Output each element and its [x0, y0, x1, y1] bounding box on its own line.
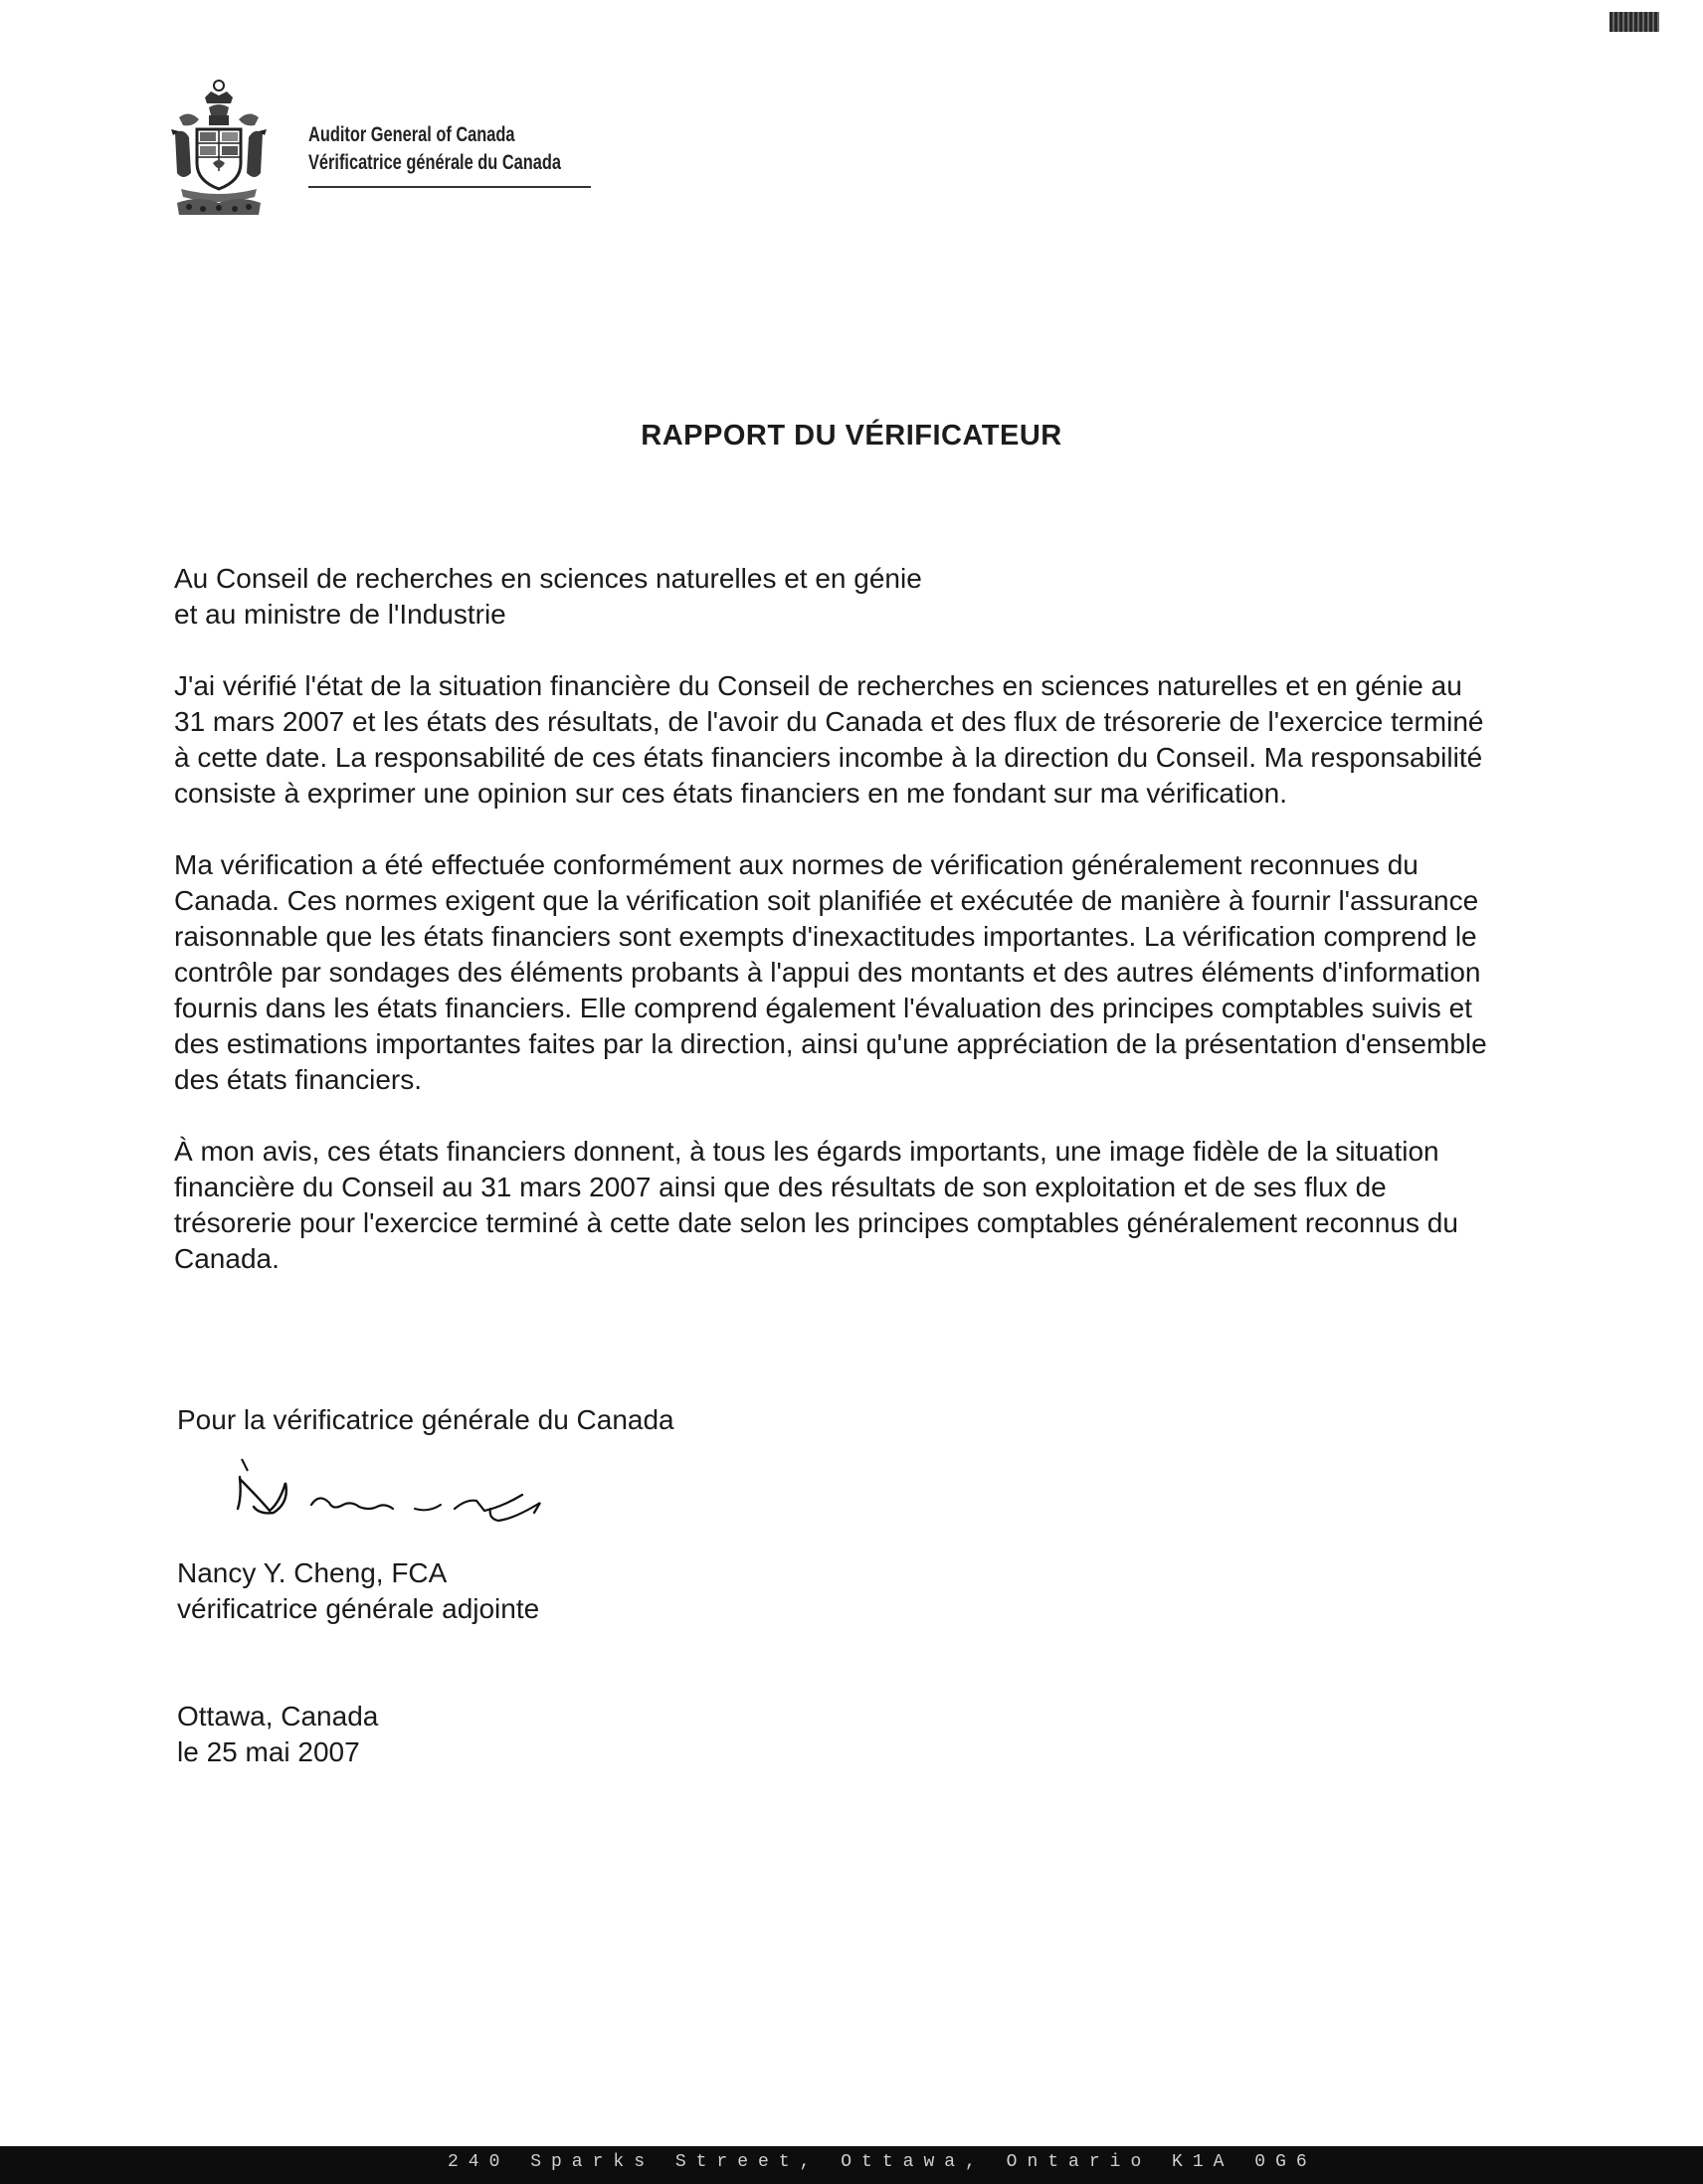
scan-registration-mark — [1609, 12, 1659, 32]
signoff: Pour la vérificatrice générale du Canada — [177, 1404, 674, 1435]
agency-names — [308, 121, 561, 177]
report-title: RAPPORT DU VÉRIFICATEUR — [641, 420, 1062, 452]
signer-block — [177, 1555, 539, 1627]
paragraph-opinion: À mon avis, ces états financiers donnent, à tous les égards importants, une image fidèle de la situation financière du Conseil au 31 mars 2007 ainsi que des résultats de son exploitation et de ses flux de trésorerie pour l'exercice terminé à cette date selon les principes comptables généralement reconnus du Canada. — [174, 1136, 1458, 1274]
report-body — [174, 561, 1487, 1313]
agency-name-fr: Vérificatrice générale du Canada — [308, 151, 561, 174]
agency-name-en: Auditor General of Canada — [308, 123, 515, 146]
addressee-line-1: Au Conseil de recherches en sciences naturelles et en génie — [174, 563, 922, 594]
letterhead — [169, 78, 627, 237]
addressee-line-2: et au ministre de l'Industrie — [174, 599, 506, 630]
footer-address: 240 Sparks Street, Ottawa, Ontario K1A 0G6 — [448, 2152, 1317, 2172]
paragraph-standards: Ma vérification a été effectuée conformément aux normes de vérification généralement reconnues du Canada. Ces normes exigent que la vérification soit planifiée et exécutée de manière à fournir l'assurance raisonnable que les états financiers sont exempts d'inexactitudes importantes. La vérification comprend le contrôle par sondages des éléments probants à l'appui des montants et des autres éléments d'information fournis dans les états financiers. Elle comprend également l'évaluation des principes comptables suivis et des estimations importantes faites par la direction, ainsi qu'une appréciation de la présentation d'ensemble des états financiers. — [174, 849, 1487, 1095]
footer-bar — [0, 2146, 1703, 2184]
paragraph-scope: J'ai vérifié l'état de la situation financière du Conseil de recherches en sciences naturelles et en génie au 31 mars 2007 et les états des résultats, de l'avoir du Canada et des flux de trésorerie de l'exercice terminé à cette date. La responsabilité de ces états financiers incombe à la direction du Conseil. Ma responsabilité consiste à exprimer une opinion sur ces états financiers en me fondant sur ma vérification. — [174, 670, 1484, 809]
addressee-block — [174, 561, 1487, 633]
date: le 25 mai 2007 — [177, 1736, 360, 1767]
signer-title: vérificatrice générale adjointe — [177, 1593, 540, 1624]
handwritten-signature — [224, 1447, 602, 1547]
coat-of-arms-icon — [169, 78, 269, 219]
letterhead-divider — [308, 186, 591, 188]
place: Ottawa, Canada — [177, 1701, 379, 1731]
signer-name: Nancy Y. Cheng, FCA — [177, 1557, 448, 1588]
place-date-block — [177, 1699, 378, 1770]
